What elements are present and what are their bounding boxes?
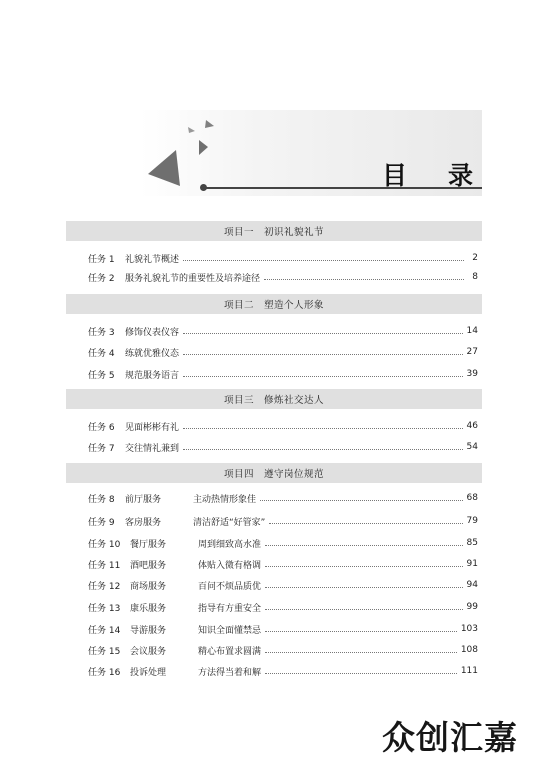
toc-row[interactable]: [88, 440, 478, 454]
dot-leader: [183, 449, 463, 450]
task-number: 任务 2: [88, 273, 115, 284]
task-title: 服务礼貌礼节的重要性及培养途径: [125, 273, 261, 284]
dot-leader: [265, 545, 463, 546]
page-number: 27: [466, 347, 478, 357]
project-header-3: [66, 389, 482, 409]
task-number: 任务 11: [88, 560, 121, 571]
task-subtitle: 周到细致高水准: [198, 539, 262, 550]
task-title: 练就优雅仪态: [125, 348, 180, 359]
page-number: 94: [466, 580, 478, 590]
toc-row[interactable]: [88, 578, 478, 592]
project-name: 遵守岗位规范: [264, 469, 325, 480]
toc-row[interactable]: [88, 491, 478, 505]
task-subtitle: 主动热情形象佳: [193, 494, 257, 505]
dot-leader: [264, 279, 464, 280]
task-subtitle: 方法得当着和解: [198, 667, 262, 678]
project-header-1: [66, 221, 482, 241]
task-title: 规范服务语言: [125, 370, 180, 381]
task-number: 任务 1: [88, 254, 115, 265]
dot-leader: [183, 354, 463, 355]
dot-leader: [265, 652, 457, 653]
page-number: 108: [460, 645, 478, 655]
task-subtitle: 精心布置求圆满: [198, 646, 262, 657]
toc-row[interactable]: [88, 664, 478, 678]
task-department: 酒吧服务: [130, 560, 167, 571]
page-number: 14: [466, 326, 478, 336]
title-underline: [204, 187, 482, 189]
page-number: 8: [472, 272, 478, 282]
page-number: 79: [466, 516, 478, 526]
task-department: 康乐服务: [130, 603, 167, 614]
dot-leader: [260, 500, 463, 501]
toc-row[interactable]: [88, 514, 478, 528]
task-number: 任务 7: [88, 443, 115, 454]
task-number: 任务 8: [88, 494, 115, 505]
page-number: 68: [466, 493, 478, 503]
page-title-lu: 录: [448, 161, 474, 190]
task-subtitle: 体贴入微有格调: [198, 560, 262, 571]
project-header-2: [66, 294, 482, 314]
title-underline-dot: [200, 184, 207, 191]
dot-leader: [183, 333, 463, 334]
page-number: 46: [466, 421, 478, 431]
dot-leader: [265, 673, 457, 674]
project-label: 项目二: [223, 300, 254, 311]
toc-row[interactable]: [88, 643, 478, 657]
task-subtitle: 百问不烦品质优: [198, 581, 262, 592]
task-department: 餐厅服务: [130, 539, 167, 550]
page-number: 111: [460, 666, 478, 676]
task-number: 任务 6: [88, 422, 115, 433]
watermark-logo: 众创汇嘉: [382, 718, 518, 757]
dot-leader: [183, 376, 463, 377]
dot-leader: [265, 566, 463, 567]
task-number: 任务 9: [88, 517, 115, 528]
triangle-decoration-icon: [140, 100, 250, 200]
project-label: 项目四: [223, 469, 254, 480]
toc-row[interactable]: [88, 536, 478, 550]
page-title-mu: 目: [382, 161, 408, 190]
task-number: 任务 3: [88, 327, 115, 338]
task-number: 任务 5: [88, 370, 115, 381]
task-subtitle: 指导有方重安全: [198, 603, 262, 614]
project-name: 修炼社交达人: [264, 395, 325, 406]
task-title: 见面彬彬有礼: [125, 422, 180, 433]
task-title: 修饰仪表仪容: [125, 327, 180, 338]
task-department: 会议服务: [130, 646, 167, 657]
project-label: 项目三: [223, 395, 254, 406]
dot-leader: [265, 609, 463, 610]
project-label: 项目一: [223, 227, 254, 238]
task-number: 任务 4: [88, 348, 115, 359]
toc-row[interactable]: [88, 345, 478, 359]
page-number: 99: [466, 602, 478, 612]
task-number: 任务 15: [88, 646, 121, 657]
task-department: 前厅服务: [125, 494, 162, 505]
toc-row[interactable]: [88, 270, 478, 284]
project-name: 初识礼貌礼节: [264, 227, 325, 238]
task-subtitle: 知识全面懂禁忌: [198, 625, 262, 636]
dot-leader: [265, 587, 463, 588]
project-header-4: [66, 463, 482, 483]
page-number: 85: [466, 538, 478, 548]
toc-row[interactable]: [88, 324, 478, 338]
task-number: 任务 16: [88, 667, 121, 678]
page-number: 54: [466, 442, 478, 452]
task-department: 客房服务: [125, 517, 162, 528]
task-department: 投诉处理: [130, 667, 167, 678]
toc-row[interactable]: [88, 251, 478, 265]
dot-leader: [183, 428, 463, 429]
task-department: 商场服务: [130, 581, 167, 592]
task-number: 任务 10: [88, 539, 121, 550]
toc-row[interactable]: [88, 600, 478, 614]
toc-row[interactable]: [88, 622, 478, 636]
page-number: 103: [460, 624, 478, 634]
page-number: 91: [466, 559, 478, 569]
dot-leader: [269, 523, 462, 524]
task-title: 交往情礼兼到: [125, 443, 180, 454]
task-number: 任务 12: [88, 581, 121, 592]
page-number: 2: [472, 253, 478, 263]
task-department: 导游服务: [130, 625, 167, 636]
task-title: 礼貌礼节概述: [125, 254, 180, 265]
toc-row[interactable]: [88, 367, 478, 381]
task-number: 任务 13: [88, 603, 121, 614]
task-subtitle: 清洁舒适“好管家”: [193, 517, 266, 528]
dot-leader: [183, 260, 464, 261]
dot-leader: [265, 631, 457, 632]
page-number: 39: [466, 369, 478, 379]
toc-row[interactable]: [88, 419, 478, 433]
task-number: 任务 14: [88, 625, 121, 636]
toc-row[interactable]: [88, 557, 478, 571]
project-name: 塑造个人形象: [264, 300, 325, 311]
